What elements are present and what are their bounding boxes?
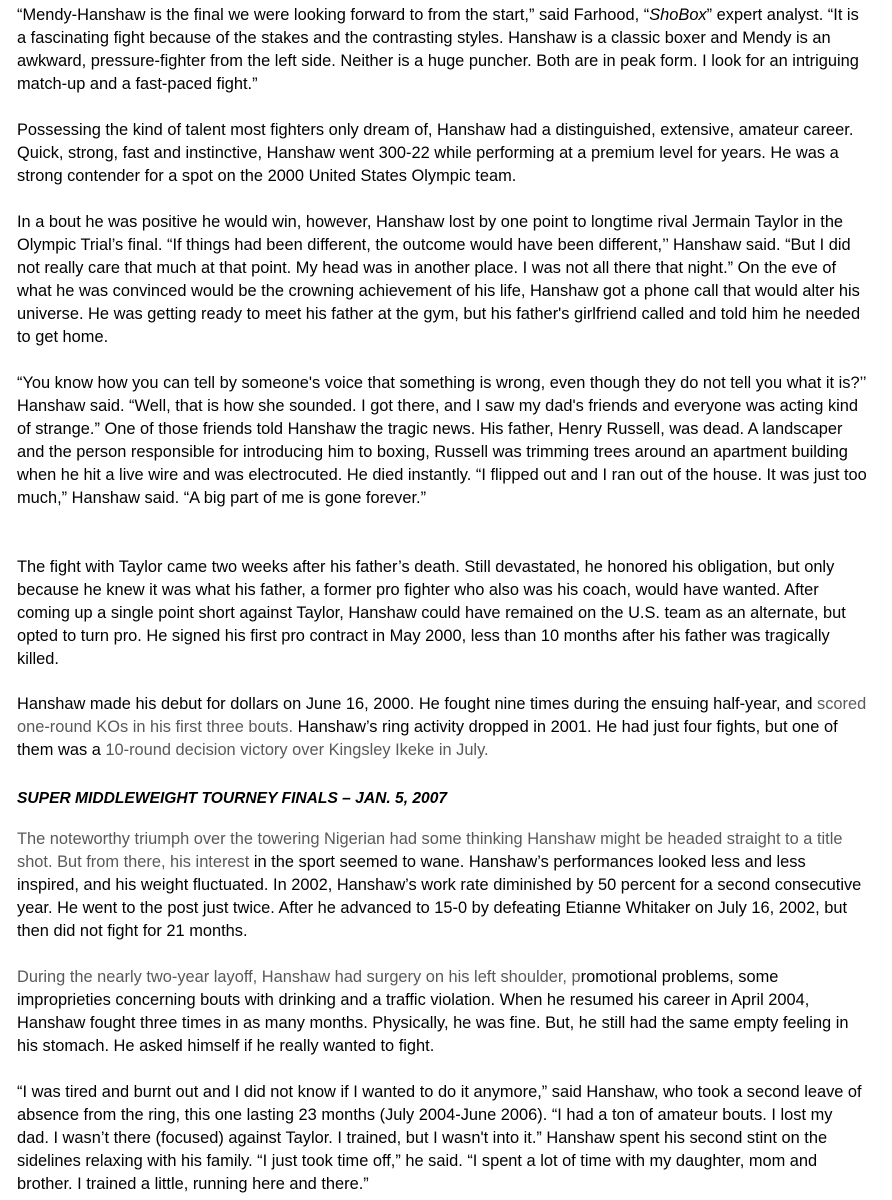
paragraph-burnt-out: “I was tired and burnt out and I did not know if I wanted to do it anymore,” said Hanshaw, who took a second leave of absence from the ring, this one lasting 23 months (July 2004-June 2006). “I had a ton of amateur bouts. I lost my dad. I wasn’t there (focused) against Taylor. I trained, but I wasn't into it.” Hanshaw spent his second stint on the sidelines relaxing with his family. “I just took time off,” he said. “I spent a lot of time with my daughter, mom and brother. I trained a little, running here and there.” — [17, 1083, 862, 1193]
paragraph-farhood-quote — [17, 4, 867, 96]
paragraph-layoff — [17, 966, 867, 1058]
paragraph-text: Hanshaw’s ring activity dropped in 2001. He had just four fights, but one of them was a — [17, 718, 838, 759]
paragraph-text: in the sport seemed to wane. Hanshaw’s performances looked less and less inspired, and his weight fluctuated. In 2002, Hanshaw’s work rate diminished by 50 percent for a second consecutive year. He went to the post just twice. After he advanced to 15-0 by defeating Etianne Whitaker on July 16, 2002, but then did not fight for 21 months. — [17, 853, 862, 940]
highlighted-text: During the nearly two-year layoff, Hanshaw had surgery on his left shoulder, p — [17, 968, 581, 986]
paragraph-olympic-trials: In a bout he was positive he would win, however, Hanshaw lost by one point to longtime rival Jermain Taylor in the Olympic Trial’s final. “If things had been different, the outcome would have been different,’’ Hanshaw said. “But I did not really care that much at that point. My head was in another place. I was not all there that night.” On the eve of what he was convinced would be the crowning achievement of his life, Hanshaw got a phone call that would alter his universe. He was getting ready to meet his father at the gym, but his father's girlfriend called and told him he needed to get home. — [17, 213, 861, 346]
paragraph-father-death: “You know how you can tell by someone's voice that something is wrong, even though they do not tell you what it is?’’ Hanshaw said. “Well, that is how she sounded. I got there, and I saw my dad's friends and everyone was acting kind of strange.” One of those friends told Hanshaw the tragic news. His father, Henry Russell, was dead. A landscaper and the person responsible for introducing him to boxing, Russell was trimming trees around an apartment building when he hit a live wire and was electrocuted. He died instantly. “I flipped out and I ran out of the house. It was just too much,” Hanshaw said. “A big part of me is gone forever.” — [17, 374, 867, 507]
paragraph-text: Hanshaw made his debut for dollars on June 16, 2000. He fought nine times during the ensuing half-year, and — [17, 695, 818, 713]
paragraph-turn-pro: The fight with Taylor came two weeks after his father’s death. Still devastated, he honored his obligation, but only because he knew it was what his father, a former pro fighter who also was his coach, would have wanted. After coming up a single point short against Taylor, Hanshaw could have remained on the U.S. team as an alternate, but opted to turn pro. He signed his first pro contract in May 2000, less than 10 months after his father was tragically killed. — [17, 558, 846, 668]
paragraph-text: romotional problems, some improprieties concerning bouts with drinking and a traffic violation. When he resumed his career in April 2004, Hanshaw fought three times in as many months. Physically, he was fine. But, he still had the same empty feeling in his stomach. He asked himself if he really wanted to fight. — [17, 968, 849, 1055]
paragraph-text: “Mendy-Hanshaw is the final we were looking forward to from the start,” said Farhood, “ — [17, 6, 650, 24]
show-title: ShoBox — [649, 6, 707, 24]
highlighted-text: The noteworthy triumph over the towering Nigerian had some thinking Hanshaw might be headed straight to a title shot. But from there, his interest — [17, 830, 843, 871]
paragraph-pro-debut — [17, 693, 867, 762]
paragraph-interest-waned — [17, 828, 867, 943]
highlighted-text: scored one-round KOs in his first three bouts. — [17, 695, 867, 736]
highlighted-text: 10-round decision victory over Kingsley Ikeke in July. — [105, 741, 489, 759]
paragraph-text: ” expert analyst. “It is a fascinating fight because of the stakes and the contrasting styles. Hanshaw is a classic boxer and Mendy is an awkward, pressure-fighter from the left side. Neither is a huge puncher. Both are in peak form. I look for an intriguing match-up and a fast-paced fight.” — [17, 6, 859, 93]
paragraph-amateur-career: Possessing the kind of talent most fighters only dream of, Hanshaw had a distinguished, extensive, amateur career. Quick, strong, fast and instinctive, Hanshaw went 300-22 while performing at a premium level for years. He was a strong contender for a spot on the 2000 United States Olympic team. — [17, 121, 854, 185]
section-heading: SUPER MIDDLEWEIGHT TOURNEY FINALS – JAN. 5, 2007 — [17, 790, 448, 807]
